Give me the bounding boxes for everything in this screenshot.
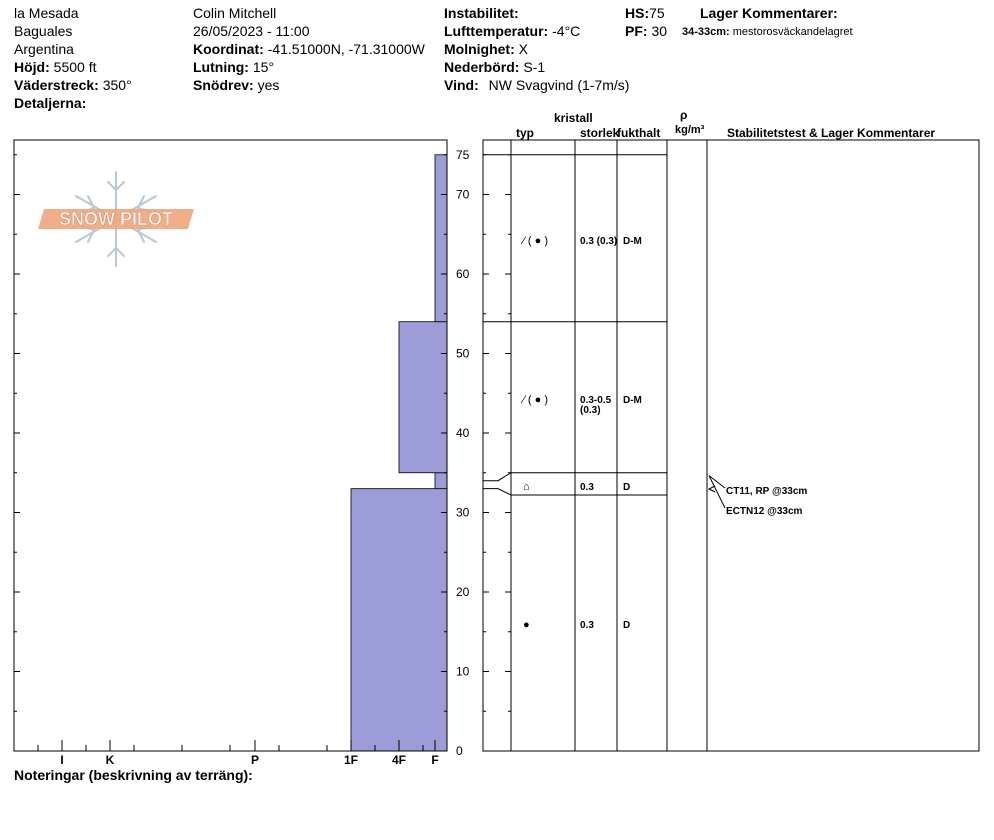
hs-value: 75 [649, 5, 665, 21]
slope-value: 15° [252, 59, 275, 75]
grain-type-1: ⁄ ( ● ) [523, 394, 548, 406]
grain-size-2: 0.3 [580, 482, 594, 493]
hardness-label-f: F [431, 753, 439, 767]
density-unit: kg/m³ [675, 124, 705, 136]
logo-text: SNOW PILOT [59, 209, 173, 229]
y-tick-label: 30 [456, 505, 470, 520]
layer-comment-text: mestorosväckandelagret [732, 26, 853, 38]
hardness-bar-1 [435, 473, 447, 489]
hardness-label-k: K [105, 753, 115, 767]
hardness-label-4f: 4F [391, 753, 407, 767]
stability-test-pointer-0 [709, 476, 725, 488]
hardness-bars [351, 155, 447, 751]
y-tick-label: 75 [456, 147, 470, 162]
notes-label: Noteringar (beskrivning av terräng): [14, 767, 253, 783]
hardness-label-i: I [60, 753, 64, 767]
moisture-1: D-M [623, 395, 642, 406]
moisture-0: D-M [623, 236, 642, 247]
y-tick-label: 10 [456, 664, 470, 679]
precip-value: S-1 [523, 59, 546, 75]
location: la Mesada [14, 5, 79, 21]
aspect-value: 350° [102, 77, 132, 93]
grain-size-0: 0.3 (0.3) [580, 236, 618, 247]
stability-test-0: CT11, RP @33cm [726, 486, 808, 497]
grain-size-3: 0.3 [580, 620, 594, 631]
layer-comments-label: Lager Kommentarer: [700, 5, 838, 21]
observer: Colin Mitchell [193, 5, 277, 21]
hardness-label-p: P [250, 753, 260, 767]
stability-test-1: ECTN12 @33cm [726, 506, 803, 517]
snowpilot-logo [38, 172, 194, 266]
crystal-header: kristall [554, 111, 593, 125]
y-tick-label: 50 [456, 346, 470, 361]
region: Baguales [14, 23, 73, 39]
instability-label: Instabilitet: [444, 5, 519, 21]
hs-label: HS: [625, 5, 650, 21]
hardness-bar-3 [435, 155, 447, 322]
slope-label: Lutning: [193, 59, 249, 75]
moisture-header: fukthalt [617, 126, 661, 140]
aspect-label: Väderstreck: [14, 77, 99, 93]
moisture-3: D [623, 620, 631, 631]
hardness-bar-2 [399, 322, 447, 473]
details-label: Detaljerna: [14, 95, 87, 111]
elevation-label: Höjd: [14, 59, 50, 75]
y-tick-label: 40 [456, 426, 470, 440]
wind-value: NW Svagvind (1-7m/s) [488, 77, 630, 93]
stability-header: Stabilitetstest & Lager Kommentarer [727, 126, 936, 140]
sky-value: X [518, 41, 528, 57]
layer-boundary-connector [483, 473, 511, 481]
layer-comment-depth: 34-33cm: [682, 26, 730, 38]
arrowhead-icon [709, 486, 715, 492]
size-header: storlek [580, 126, 620, 140]
grain-type-3: ● [523, 619, 530, 631]
sky-label: Molnighet: [444, 41, 515, 57]
stability-test-pointer-1 [709, 476, 725, 508]
wind-label: Vind: [444, 77, 479, 93]
hardness-label-1f: 1F [343, 753, 359, 767]
airtemp-value: -4°C [552, 23, 581, 39]
stability-tests [709, 476, 807, 517]
y-tick-label: 70 [456, 187, 470, 202]
coordinates-value: -41.51000N, -71.31000W [267, 41, 425, 57]
datetime: 26/05/2023 - 11:00 [193, 23, 310, 39]
elevation-value: 5500 ft [53, 59, 97, 75]
y-tick-label: 60 [456, 267, 470, 281]
pf-label: PF: [625, 23, 648, 39]
precip-label: Nederbörd: [444, 59, 520, 75]
grain-size-extra-1: (0.3) [580, 405, 601, 416]
y-tick-label: 20 [456, 585, 470, 599]
drift-value: yes [257, 77, 280, 93]
country: Argentina [14, 41, 74, 57]
y-tick-label: 0 [456, 744, 463, 758]
type-header: typ [516, 126, 534, 140]
density-symbol: ρ [680, 108, 688, 122]
layer-boundary-connector [483, 489, 511, 495]
pf-value: 30 [651, 23, 668, 39]
airtemp-label: Lufttemperatur: [444, 23, 549, 39]
coordinates-label: Koordinat: [193, 41, 264, 57]
grain-type-0: ⁄ ( ● ) [523, 235, 548, 247]
moisture-2: D [623, 482, 631, 493]
profile-frames [14, 140, 979, 751]
hardness-bar-0 [351, 489, 447, 751]
grain-type-2: ⌂ [523, 481, 530, 493]
drift-label: Snödrev: [193, 77, 254, 93]
grain-size-1: 0.3-0.5 [580, 395, 612, 406]
layers-table-frame [483, 140, 979, 751]
